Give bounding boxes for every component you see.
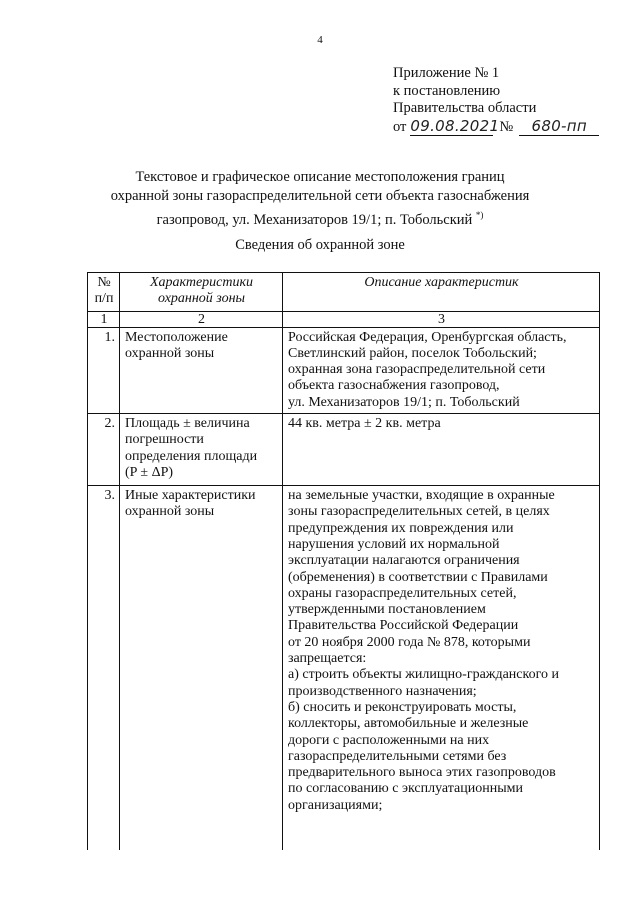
footnote-mark: *) [475,210,484,220]
title-line-3-text: газопровод, ул. Механизаторов 19/1; п. Тобольский [156,212,473,228]
table-header-row [88,273,600,312]
handwritten-date: 09.08.2021 [410,116,500,135]
row-description: на земельные участки, входящие в охранные зоны газораспределительных сетей, в целях предупреждения их повреждения или нарушения условий их нормальной эксплуатации налагаются ограничения (обременения) в соответствии с Правилами охраны газораспределительных сетей, утвержденными постановлением Правительства Российской Федерации от 20 ноября 2000 года № 878, которыми запрещается: а) строить объекты жилищно-гражданского и производственного назначения; б) сносить и реконструировать мосты, коллекторы, автомобильные и железные дороги с расположенными на них газораспределительными сетями без предварительного выноса этих газопроводов по согласованию с эксплуатационными организациями; [283,486,600,851]
appendix-line-3: Правительства области [393,100,537,116]
protection-zone-table [87,272,600,850]
row-characteristic: Площадь ± величина погрешности определения площади (P ± ΔP) [120,414,283,486]
appendix-line-2: к постановлению [393,82,501,99]
row-number: 2. [88,414,120,486]
row-characteristic: Местоположение охранной зоны [120,327,283,413]
handwritten-number: 680-пп [519,118,599,137]
row-number: 1. [88,327,120,413]
appendix-date-number-row [393,118,599,137]
table-row [88,414,600,486]
page-number: 4 [317,34,323,46]
header-characteristics: Характеристики охранной зоны [120,273,283,312]
row-number: 3. [88,486,120,851]
appendix-block [393,65,599,136]
header-description: Описание характеристик [283,273,600,312]
column-index-1: 1 [88,311,120,327]
table-row [88,327,600,413]
column-index-3: 3 [283,311,600,327]
table-column-index-row [88,311,600,327]
header-number: № п/п [88,273,120,312]
row-characteristic: Иные характеристики охранной зоны [120,486,283,851]
title-line-1: Текстовое и графическое описание местоположения границ [135,169,505,185]
row-description: Российская Федерация, Оренбургская область, Светлинский район, поселок Тобольский; охранная зона газораспределительной сети объекта газоснабжения газопровод, ул. Механизаторов 19/1; п. Тобольский [283,327,600,413]
title-line-3 [0,206,640,230]
table-row [88,486,600,851]
number-prefix: № [499,118,514,135]
document-title [0,168,640,230]
row-description: 44 кв. метра ± 2 кв. метра [283,414,600,486]
column-index-2: 2 [120,311,283,327]
appendix-line-1: Приложение № 1 [393,65,500,81]
date-prefix: от [393,118,407,135]
title-line-2: охранной зоны газораспределительной сети объекта газоснабжения [110,188,530,204]
section-title: Сведения об охранной зоне [235,237,405,253]
